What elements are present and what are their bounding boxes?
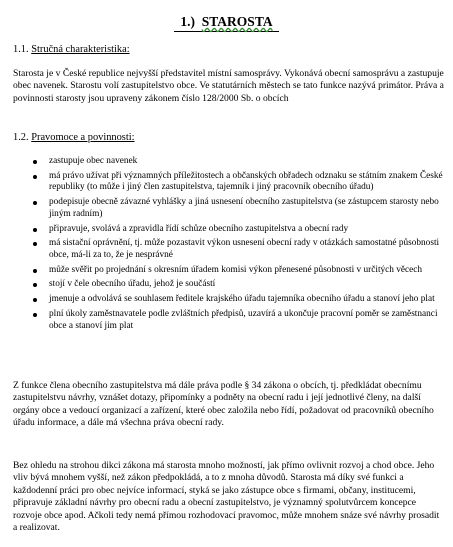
bullet-dot-icon	[33, 298, 37, 302]
section-heading-1-2	[13, 131, 135, 144]
section-number: 1.1.	[13, 44, 29, 55]
title-number: 1.)	[180, 14, 196, 29]
bullet-dot-icon	[33, 160, 37, 164]
title-word: STAROSTA	[201, 14, 273, 29]
bullet-item: má sistační oprávnění, tj. může pozastavit výkon usnesení obecní rady v otázkách samostatné působnosti obce, má-li za to, že je nesprávné	[30, 238, 446, 261]
section-title: Stručná charakteristika:	[31, 44, 130, 55]
bullet-dot-icon	[33, 313, 37, 317]
section-title: Pravomoce a povinnosti:	[31, 132, 135, 143]
bullet-dot-icon	[33, 201, 37, 205]
bullet-item: jmenuje a odvolává se souhlasem ředitele krajského úřadu tajemníka obecního úřadu a stanoví jeho plat	[30, 294, 446, 306]
bullet-item: zastupuje obec navenek	[30, 156, 446, 168]
bullet-item: stojí v čele obecního úřadu, jehož je součástí	[30, 279, 446, 291]
bullet-dot-icon	[33, 242, 37, 246]
bullet-item: má právo užívat při významných příležitostech a občanských obřadech odznaku se státním znakem České republiky (to může i jiný člen zastupitelstva, tajemník i jiný pracovník obecního úřadu)	[30, 171, 446, 194]
bullet-item: připravuje, svolává a zpravidla řídí schůze obecního zastupitelstva a obecní rady	[30, 224, 446, 236]
bullet-item: plní úkoly zaměstnavatele podle zvláštních předpisů, uzavírá a ukončuje pracovní poměr se zaměstnanci obce a stanoví jim plat	[30, 309, 446, 332]
paragraph-mayor-influence: Bez ohledu na strohou dikci zákona má starosta mnoho možností, jak přímo ovlivnit rozvoj a chod obce. Jeho vliv bývá mnohem vyšší, než zákon předpokládá, a to z mnoha důvodů. Starosta má díky své funkci a každodenní práci pro obec nejvíce informací, styká se jako zástupce obce s firmami, občany, institucemi, připravuje základní návrhy pro obecní radu a obecní zastupitelstvo, je významný spolutvůrcem koncepce rozvoje obce apod. Ačkoli tedy nemá přímou rozhodovací pravomoc, může mnohem snáze své návrhy prosadit a realizovat.	[13, 460, 440, 534]
section-number: 1.2.	[13, 132, 29, 143]
paragraph-characteristics: Starosta je v České republice nejvyšší představitel místní samosprávy. Vykonává obecní samosprávu a zastupuje obec navenek. Starostu volí zastupitelstvo obce. Ve statutárních městech se tato funkce nazývá primátor. Práva a povinnosti starosty jsou upraveny zákonem číslo 128/2000 Sb. o obcích	[13, 68, 444, 104]
bullet-dot-icon	[33, 269, 37, 273]
paragraph-council-rights: Z funkce člena obecního zastupitelstva má dále práva podle § 34 zákona o obcích, tj. předkládat obecnímu zastupitelstvu návrhy, vznášet dotazy, připomínky a podněty na obecní radu i její jednotlivé členy, na další orgány obce a vedoucí organizací a zařízení, které obec založila nebo řídí, požadovat od pracovníků obecního úřadu informace, a dále má všechna práva obecní rady.	[13, 380, 434, 429]
document-title	[0, 14, 453, 32]
section-heading-1-1	[13, 43, 130, 56]
bullet-dot-icon	[33, 283, 37, 287]
bullet-item: může svěřit po projednání s okresním úřadem komisi výkon přenesené působnosti v určitých věcech	[30, 265, 446, 277]
bullet-item: podepisuje obecně závazné vyhlášky a jiná usnesení obecního zastupitelstva (se zástupcem starosty nebo jiným radním)	[30, 197, 446, 220]
bullet-dot-icon	[33, 228, 37, 232]
bullet-dot-icon	[33, 175, 37, 179]
duties-bullet-list	[30, 156, 446, 335]
